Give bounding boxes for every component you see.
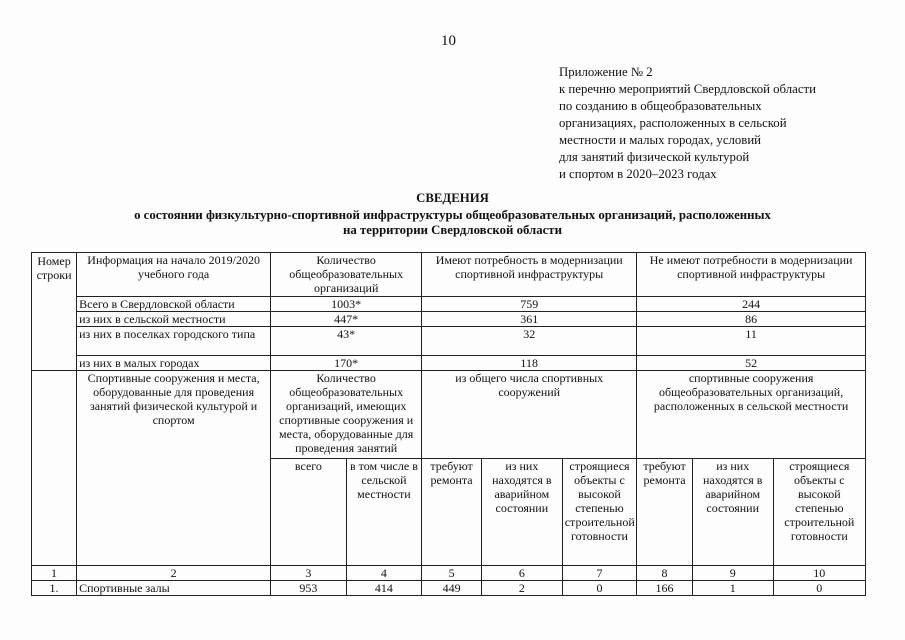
document-title: СВЕДЕНИЯ — [416, 191, 489, 205]
header-construction: строящиеся объекты с высокой степенью строительной готовности — [773, 459, 865, 566]
header-facilities: Спортивные сооружения и места, оборудованные для проведения занятий физической культурой и спортом — [77, 371, 271, 566]
column-number: 7 — [562, 566, 637, 581]
summary-no-need: 86 — [637, 312, 866, 327]
header-emergency: из них находятся в аварийном состоянии — [692, 459, 773, 566]
summary-count: 1003* — [271, 297, 422, 312]
row-number: 1. — [32, 581, 77, 596]
infrastructure-table — [31, 252, 866, 596]
value-cell: 1 — [692, 581, 773, 596]
appendix-line: к перечню мероприятий Свердловской области — [559, 82, 816, 96]
column-number: 2 — [77, 566, 271, 581]
row-number-empty — [32, 371, 77, 459]
summary-label: из них в сельской местности — [77, 312, 271, 327]
value-cell: 449 — [422, 581, 482, 596]
header-of-total: из общего числа спортивных сооружений — [422, 371, 637, 459]
row-number-empty — [32, 459, 77, 566]
column-number: 10 — [773, 566, 865, 581]
header-need-repair: требуют ремонта — [422, 459, 482, 566]
facility-name: Спортивные залы — [77, 581, 271, 596]
header-count-with: Количество общеобразовательных организаций, имеющих спортивные сооружения и места, оборудованные для проведения занятий — [271, 371, 422, 459]
summary-no-need: 52 — [637, 356, 866, 371]
summary-need: 118 — [422, 356, 637, 371]
column-number: 4 — [346, 566, 422, 581]
header-row-number: Номер строки — [32, 253, 77, 371]
summary-label: из них в малых городах — [77, 356, 271, 371]
summary-need: 361 — [422, 312, 637, 327]
column-number: 9 — [692, 566, 773, 581]
summary-label: Всего в Свердловской области — [77, 297, 271, 312]
header-construction: строящиеся объекты с высокой степенью строительной готовности — [562, 459, 637, 566]
header-total: всего — [271, 459, 347, 566]
appendix-line: для занятий физической культурой — [559, 150, 750, 164]
header-no-need: Не имеют потребности в модернизации спортивной инфраструктуры — [637, 253, 866, 297]
value-cell: 0 — [562, 581, 637, 596]
value-cell: 2 — [481, 581, 562, 596]
column-number: 6 — [481, 566, 562, 581]
appendix-line: и спортом в 2020–2023 годах — [559, 167, 717, 181]
header-info: Информация на начало 2019/2020 учебного года — [77, 253, 271, 297]
summary-label: из них в поселках городского типа — [77, 327, 271, 356]
column-number: 8 — [637, 566, 693, 581]
summary-need: 32 — [422, 327, 637, 356]
summary-no-need: 244 — [637, 297, 866, 312]
value-cell: 0 — [773, 581, 865, 596]
appendix-line: организациях, расположенных в сельской — [559, 116, 787, 130]
value-cell: 414 — [346, 581, 422, 596]
value-cell: 953 — [271, 581, 347, 596]
header-need-repair: требуют ремонта — [637, 459, 693, 566]
document-subtitle-2: на территории Свердловской области — [343, 223, 562, 237]
summary-count: 43* — [271, 327, 422, 356]
page-number: 10 — [441, 33, 456, 49]
summary-count: 170* — [271, 356, 422, 371]
appendix-line: по созданию в общеобразовательных — [559, 99, 762, 113]
column-number: 5 — [422, 566, 482, 581]
header-emergency: из них находятся в аварийном состоянии — [481, 459, 562, 566]
summary-need: 759 — [422, 297, 637, 312]
appendix-line: Приложение № 2 — [559, 65, 653, 79]
summary-count: 447* — [271, 312, 422, 327]
header-rural: спортивные сооружения общеобразовательных организаций, расположенных в сельской местности — [637, 371, 866, 459]
summary-no-need: 11 — [637, 327, 866, 356]
header-need: Имеют потребность в модернизации спортивной инфраструктуры — [422, 253, 637, 297]
header-incl-rural: в том числе в сельской местности — [346, 459, 422, 566]
document-subtitle: о состоянии физкультурно-спортивной инфраструктуры общеобразовательных организаций, расположенных — [134, 208, 771, 222]
column-number: 1 — [32, 566, 77, 581]
value-cell: 166 — [637, 581, 693, 596]
header-count: Количество общеобразовательных организаций — [271, 253, 422, 297]
appendix-line: местности и малых городах, условий — [559, 133, 762, 147]
appendix-block — [559, 64, 816, 183]
column-number: 3 — [271, 566, 347, 581]
